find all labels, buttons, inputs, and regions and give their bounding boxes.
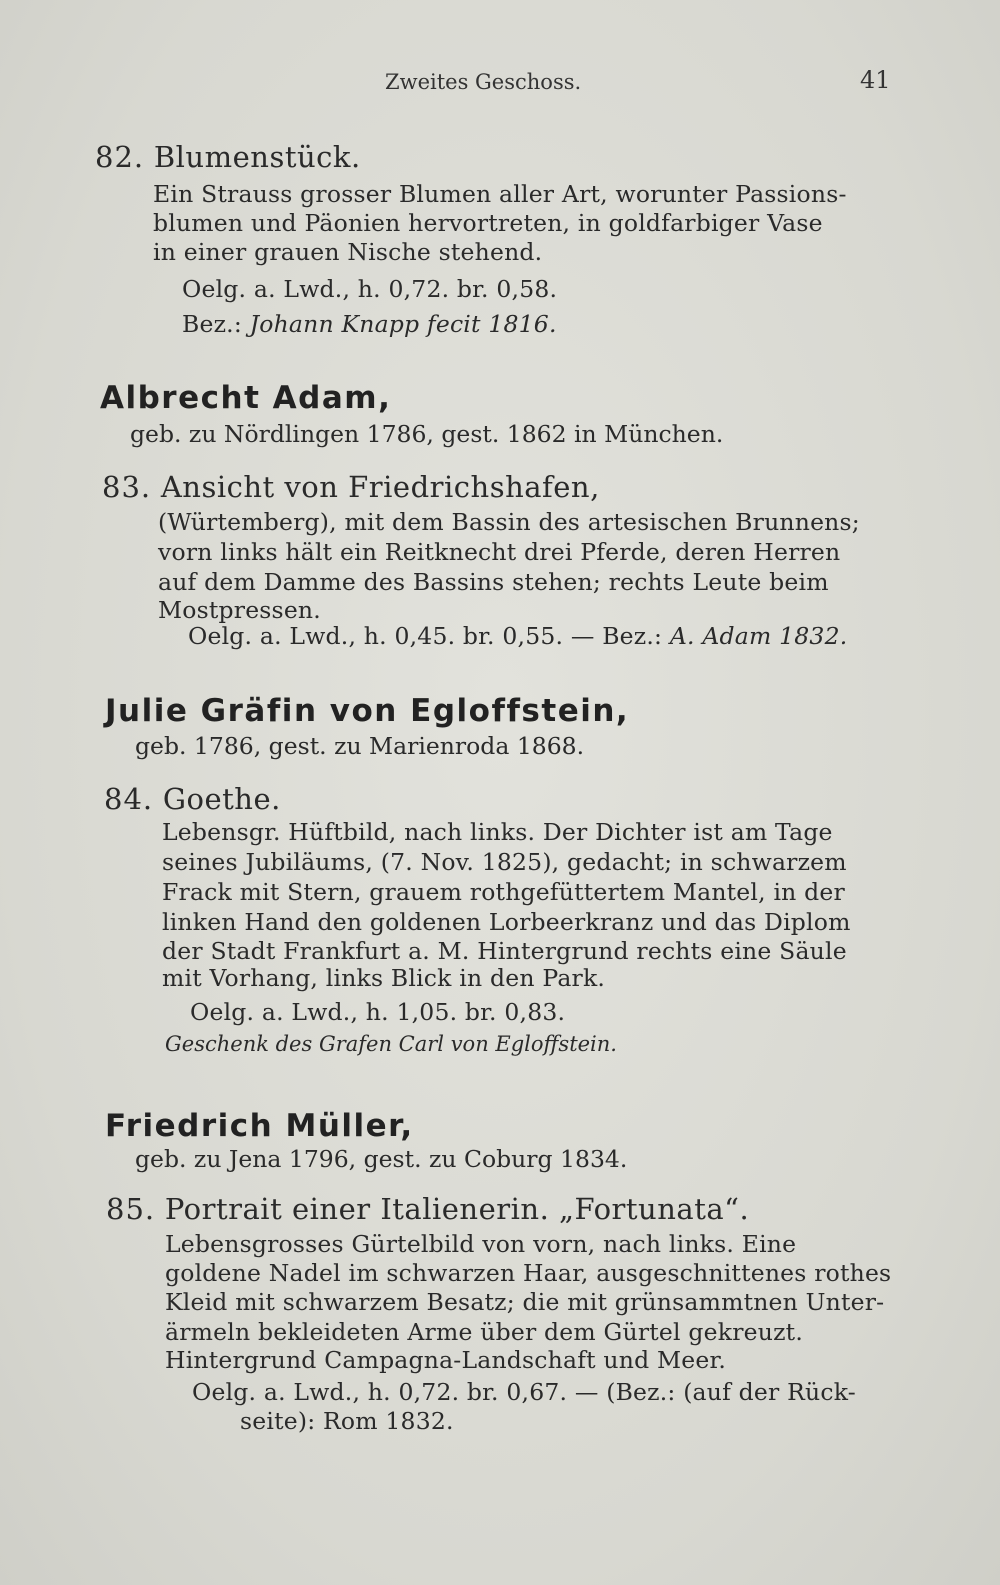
entry-84-line-6: mit Vorhang, links Blick in den Park. — [162, 964, 606, 992]
entry-84-line-5: der Stadt Frankfurt a. M. Hintergrund rechts eine Säule — [162, 937, 847, 965]
entry-84-line-2: seines Jubiläums, (7. Nov. 1825), gedacht; in schwarzem — [162, 848, 847, 876]
page-number: 41 — [860, 66, 891, 94]
artist-name-albrecht-adam: Albrecht Adam, — [100, 380, 392, 416]
entry-85-line-1: Lebensgrosses Gürtelbild von vorn, nach links. Eine — [165, 1230, 797, 1258]
entry-82-number: 82. — [95, 140, 145, 174]
artist-name-julie-egloffstein: Julie Gräfin von Egloffstein, — [105, 693, 630, 729]
signature-label: Bez.: — [182, 310, 242, 338]
entry-85-technique-line-1: Oelg. a. Lwd., h. 0,72. br. 0,67. — (Bez.: (auf der Rück- — [192, 1378, 856, 1406]
entry-83-line-4: Mostpressen. — [158, 596, 321, 624]
artist-life-friedrich-mueller: geb. zu Jena 1796, gest. zu Coburg 1834. — [135, 1145, 628, 1173]
entry-85-line-4: ärmeln bekleideten Arme über dem Gürtel gekreuzt. — [165, 1318, 803, 1346]
entry-82-title: Blumenstück. — [153, 140, 361, 174]
entry-84-technique: Oelg. a. Lwd., h. 1,05. br. 0,83. — [190, 998, 566, 1026]
entry-83-heading — [102, 470, 600, 504]
artist-life-albrecht-adam: geb. zu Nördlingen 1786, gest. 1862 in München. — [130, 420, 724, 448]
entry-82-line-2: blumen und Päonien hervortreten, in goldfarbiger Vase — [153, 209, 823, 237]
entry-83-line-3: auf dem Damme des Bassins stehen; rechts Leute beim — [158, 568, 829, 596]
signature-text: A. Adam 1832. — [669, 622, 848, 650]
signature-text: Johann Knapp fecit 1816. — [249, 310, 557, 338]
entry-84-line-1: Lebensgr. Hüftbild, nach links. Der Dichter ist am Tage — [162, 818, 833, 846]
artist-life-julie-egloffstein: geb. 1786, gest. zu Marienroda 1868. — [135, 732, 585, 760]
entry-82-line-3: in einer grauen Nische stehend. — [153, 238, 543, 266]
entry-84-title: Goethe. — [162, 782, 281, 816]
entry-82-signature — [182, 310, 557, 338]
entry-84-number: 84. — [104, 782, 154, 816]
entry-84-line-4: linken Hand den goldenen Lorbeerkranz und das Diplom — [162, 908, 851, 936]
technique-text: Oelg. a. Lwd., h. 0,45. br. 0,55. — Bez.: — [188, 622, 663, 650]
entry-82-technique: Oelg. a. Lwd., h. 0,72. br. 0,58. — [182, 275, 558, 303]
entry-82-line-1: Ein Strauss grosser Blumen aller Art, worunter Passions- — [153, 180, 847, 208]
entry-84-heading — [104, 782, 281, 816]
entry-85-heading — [106, 1192, 749, 1226]
entry-83-line-1: (Würtemberg), mit dem Bassin des artesischen Brunnens; — [158, 508, 860, 536]
entry-84-line-3: Frack mit Stern, grauem rothgefüttertem Mantel, in der — [162, 878, 845, 906]
entry-85-line-3: Kleid mit schwarzem Besatz; die mit grünsammtnen Unter- — [165, 1288, 885, 1316]
entry-84-provenance: Geschenk des Grafen Carl von Egloffstein. — [165, 1032, 617, 1056]
entry-85-line-5: Hintergrund Campagna-Landschaft und Meer. — [165, 1346, 727, 1374]
entry-83-line-2: vorn links hält ein Reitknecht drei Pferde, deren Herren — [158, 538, 841, 566]
entry-83-technique — [188, 622, 847, 650]
entry-83-title: Ansicht von Friedrichshafen, — [160, 470, 600, 504]
entry-82-heading — [95, 140, 361, 174]
entry-85-number: 85. — [106, 1192, 156, 1226]
entry-85-title: Portrait einer Italienerin. „Fortunata“. — [164, 1192, 750, 1226]
entry-83-number: 83. — [102, 470, 152, 504]
entry-85-technique-line-2: seite): Rom 1832. — [240, 1407, 454, 1435]
artist-name-friedrich-mueller: Friedrich Müller, — [105, 1108, 414, 1144]
entry-85-line-2: goldene Nadel im schwarzen Haar, ausgeschnittenes rothes — [165, 1259, 892, 1287]
running-title: Zweites Geschoss. — [385, 70, 582, 94]
